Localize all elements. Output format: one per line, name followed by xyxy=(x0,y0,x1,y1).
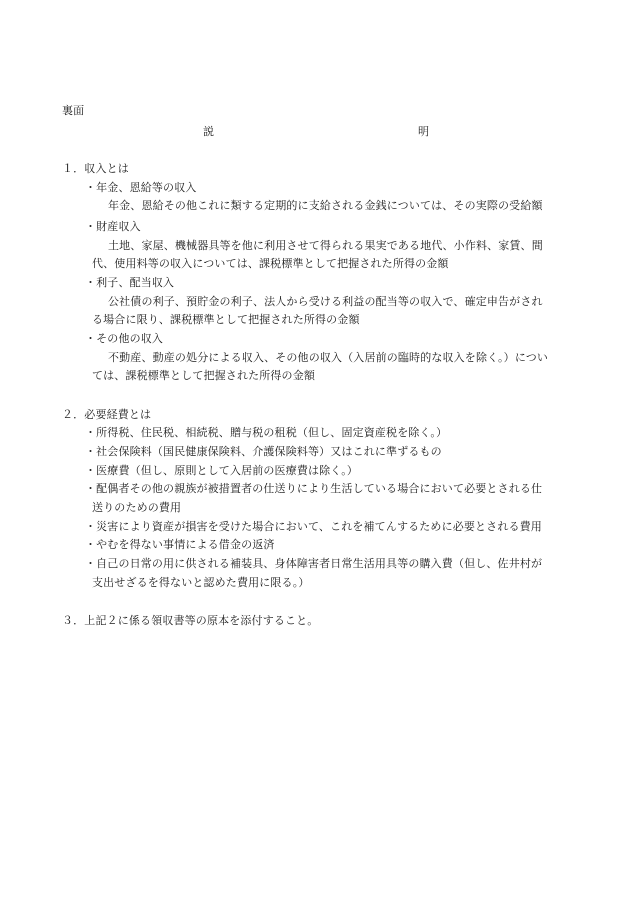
section-2-item-6: ・やむを得ない事情による借金の返済 xyxy=(85,538,275,551)
section-2-heading: ２．必要経費とは xyxy=(62,408,152,421)
section-1-item-2-line-2: 代、使用料等の収入については、課税標準として把握された所得の金額 xyxy=(92,257,449,270)
section-1-item-4-bullet: ・その他の収入 xyxy=(85,332,164,345)
section-1-item-3-bullet: ・利子、配当収入 xyxy=(85,276,175,289)
section-2-item-1: ・所得税、住民税、相続税、贈与税の租税（但し、固定資産税を除く。） xyxy=(85,426,448,439)
section-1-item-1-bullet: ・年金、恩給等の収入 xyxy=(85,181,197,194)
section-2-item-4-line-1: ・配偶者その他の親族が被措置者の仕送りにより生活している場合において必要とされる仕 xyxy=(85,482,543,495)
section-1-item-2-line-1: 土地、家屋、機械器具等を他に利用させて得られる果実である地代、小作料、家賃、間 xyxy=(108,239,543,252)
section-2-item-7-line-1: ・自己の日常の用に供される補装具、身体障害者日常生活用具等の購入費（但し、佐井村が xyxy=(85,557,543,570)
section-1-item-3-line-1: 公社債の利子、預貯金の利子、法人から受ける利益の配当等の収入で、確定申告がされ xyxy=(108,295,543,308)
section-1-item-3-line-2: る場合に限り、課税標準として把握された所得の金額 xyxy=(92,313,360,326)
section-1-item-1-line-1: 年金、恩給その他これに類する定期的に支給される金銭については、その実際の受給額 xyxy=(108,199,543,212)
section-1-item-2-bullet: ・財産収入 xyxy=(85,220,141,233)
title-char-left: 説 xyxy=(203,125,215,138)
section-1-item-4-line-2: ては、課税標準として把握された所得の金額 xyxy=(92,369,315,382)
title-char-right: 明 xyxy=(418,125,430,138)
section-3-heading: ３．上記２に係る領収書等の原本を添付すること。 xyxy=(62,614,319,627)
section-1-item-4-line-1: 不動産、動産の処分による収入、その他の収入（入居前の臨時的な収入を除く。）につい xyxy=(108,351,549,364)
back-side-label: 裏面 xyxy=(62,104,85,117)
section-2-item-3: ・医療費（但し、原則として入居前の医療費は除く。） xyxy=(85,464,359,477)
section-2-item-2: ・社会保険料（国民健康保険料、介護保険料等）又はこれに準ずるもの xyxy=(85,445,442,458)
section-2-item-5: ・災害により資産が損害を受けた場合において、これを補てんするために必要とされる費用 xyxy=(85,520,542,533)
section-1-heading: １．収入とは xyxy=(62,162,129,175)
section-2-item-7-line-2: 支出せざるを得ないと認めた費用に限る。） xyxy=(92,576,310,589)
section-2-item-4-line-2: 送りのための費用 xyxy=(92,501,182,514)
